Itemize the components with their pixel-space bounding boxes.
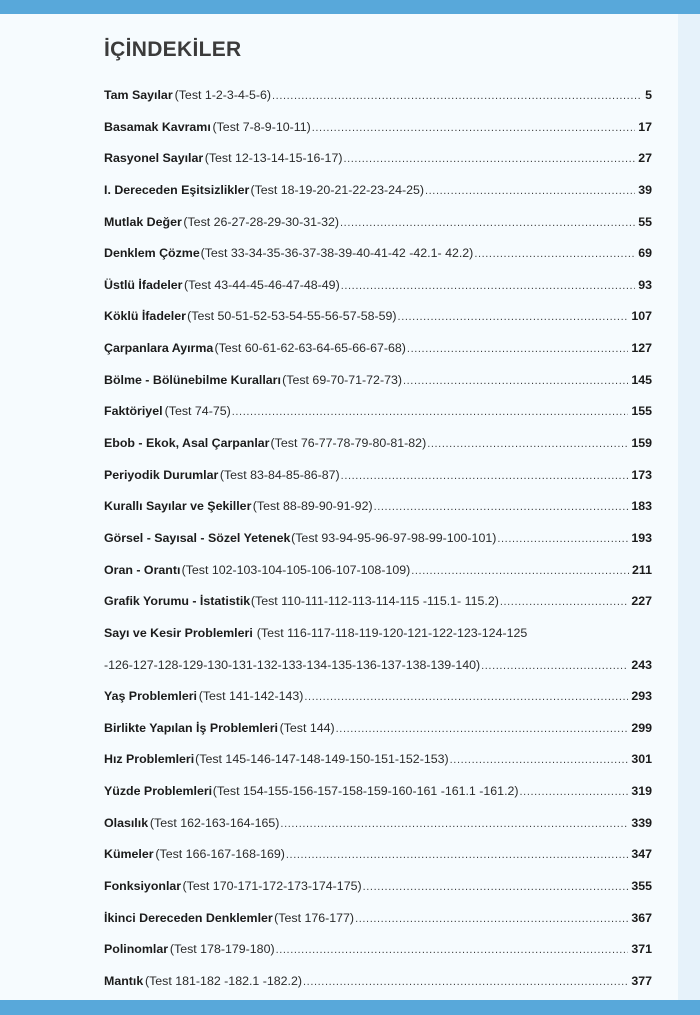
toc-page-number: 159 xyxy=(631,436,652,451)
dot-leader xyxy=(520,781,629,803)
dot-leader xyxy=(450,749,629,771)
toc-page-number: 107 xyxy=(631,309,652,324)
toc-entry-title: Çarpanlara Ayırma xyxy=(104,341,214,356)
toc-entry[interactable] xyxy=(104,622,652,654)
dot-leader xyxy=(500,591,628,613)
toc-entry-tests: (Test 43-44-45-46-47-48-49) xyxy=(184,277,340,292)
dot-leader xyxy=(272,85,642,107)
toc-entry[interactable] xyxy=(104,907,652,939)
toc-entry-tests: (Test 26-27-28-29-30-31-32) xyxy=(183,214,340,229)
toc-entry[interactable] xyxy=(104,242,652,274)
toc-entry-tests: (Test 12-13-14-15-16-17) xyxy=(204,151,343,166)
toc-entry-title: Oran - Orantı xyxy=(104,562,181,577)
toc-page-number: 347 xyxy=(631,847,652,862)
toc-entry[interactable] xyxy=(104,590,652,622)
toc-entry[interactable] xyxy=(104,812,652,844)
toc-entry-title: Basamak Kavramı xyxy=(104,119,211,134)
toc-entry[interactable] xyxy=(104,211,652,243)
toc-entry[interactable] xyxy=(104,432,652,464)
toc-entry[interactable] xyxy=(104,464,652,496)
toc-entry-title: Periyodik Durumlar xyxy=(104,467,219,482)
toc-entry[interactable] xyxy=(104,84,652,116)
toc-entry-title: Yaş Problemleri xyxy=(104,689,197,704)
dot-leader xyxy=(343,148,635,170)
toc-entry-tests: (Test 145-146-147-148-149-150-151-152-153) xyxy=(195,752,449,767)
toc-entry-tests: (Test 74-75) xyxy=(164,404,231,419)
toc-entry-title: İkinci Dereceden Denklemler xyxy=(104,910,273,925)
dot-leader xyxy=(497,528,628,550)
toc-entry-title: Polinomlar xyxy=(104,942,169,957)
toc-entry-title: Tam Sayılar xyxy=(104,88,173,102)
toc-page-number: 69 xyxy=(638,246,652,261)
right-margin-stripe xyxy=(678,14,700,1000)
toc-entry-title: Hız Problemleri xyxy=(104,752,195,767)
toc-entry-tests: (Test 176-177) xyxy=(274,910,355,925)
toc-entry-tests: (Test 162-163-164-165) xyxy=(149,815,280,830)
dot-leader xyxy=(363,876,629,898)
toc-entry-tests: (Test 1-2-3-4-5-6) xyxy=(174,88,272,102)
toc-entry-tests: (Test 33-34-35-36-37-38-39-40-41-42 -42.1- 42.2) xyxy=(200,246,474,261)
dot-leader xyxy=(425,180,635,202)
toc-entry-tests: (Test 18-19-20-21-22-23-24-25) xyxy=(250,182,424,197)
toc-entry-tests: (Test 88-89-90-91-92) xyxy=(252,499,373,514)
toc-page-number: 155 xyxy=(631,404,652,419)
toc-entry-title: Görsel - Sayısal - Sözel Yetenek xyxy=(104,530,291,545)
toc-entry-title: Yüzde Problemleri xyxy=(104,784,213,799)
toc-entry-tests: (Test 178-179-180) xyxy=(169,942,275,957)
toc-page-number: 339 xyxy=(631,815,652,830)
dot-leader xyxy=(407,338,628,360)
toc-entry-title: Fonksiyonlar xyxy=(104,879,182,894)
toc-page-number: 243 xyxy=(631,657,652,672)
dot-leader xyxy=(232,401,629,423)
toc-entry-tests-continued: -126-127-128-129-130-131-132-133-134-135-136-137-138-139-140) xyxy=(104,657,481,672)
toc-entry[interactable] xyxy=(104,147,652,179)
toc-entry-title: Mantık xyxy=(104,973,144,988)
toc-entry-title: Sayı ve Kesir Problemleri xyxy=(104,625,253,640)
dot-leader xyxy=(341,275,636,297)
toc-page-number: 299 xyxy=(631,720,652,735)
toc-page-number: 145 xyxy=(631,372,652,387)
toc-entry-title: Kurallı Sayılar ve Şekiller xyxy=(104,499,252,514)
toc-page-number: 227 xyxy=(631,594,652,609)
toc-page-number: 55 xyxy=(638,214,652,229)
dot-leader xyxy=(276,939,629,961)
toc-page-number: 173 xyxy=(631,467,652,482)
toc-entry[interactable] xyxy=(104,938,652,970)
toc-entry[interactable] xyxy=(104,179,652,211)
toc-entry-title: Rasyonel Sayılar xyxy=(104,151,204,166)
toc-entry-title: I. Dereceden Eşitsizlikler xyxy=(104,182,250,197)
toc-page-number: 183 xyxy=(631,499,652,514)
toc-entry[interactable] xyxy=(104,305,652,337)
toc-entry[interactable] xyxy=(104,369,652,401)
toc-entry-tests: (Test 102-103-104-105-106-107-108-109) xyxy=(181,562,411,577)
dot-leader xyxy=(303,971,628,993)
toc-entry-title: Köklü İfadeler xyxy=(104,309,186,324)
toc-entry[interactable] xyxy=(104,843,652,875)
toc-entry-tests: (Test 181-182 -182.1 -182.2) xyxy=(144,973,303,988)
toc-entry-title: Faktöriyel xyxy=(104,404,163,419)
toc-entry-title: Bölme - Bölünebilme Kuralları xyxy=(104,372,281,387)
toc-entry-tests: (Test 154-155-156-157-158-159-160-161 -161.1 -161.2) xyxy=(212,784,519,799)
top-accent-bar xyxy=(0,0,700,14)
dot-leader xyxy=(374,496,629,518)
toc-page-number: 371 xyxy=(631,942,652,957)
toc-page-number: 93 xyxy=(638,277,652,292)
toc-entry[interactable] xyxy=(104,400,652,432)
toc-entry-tests: (Test 69-70-71-72-73) xyxy=(282,372,402,387)
toc-entry-tests: (Test 93-94-95-96-97-98-99-100-101) xyxy=(291,530,497,545)
toc-entry-tests: (Test 116-117-118-119-120-121-122-123-124-125 xyxy=(256,625,528,640)
toc-entry-title: Olasılık xyxy=(104,815,149,830)
toc-page-number: 127 xyxy=(631,341,652,356)
dot-leader xyxy=(280,813,628,835)
toc-page-number: 5 xyxy=(645,88,652,102)
toc-entry-title: Grafik Yorumu - İstatistik xyxy=(104,594,251,609)
toc-entry[interactable] xyxy=(104,970,652,1002)
toc-entry[interactable] xyxy=(104,559,652,591)
dot-leader xyxy=(341,465,629,487)
toc-entry[interactable] xyxy=(104,685,652,717)
toc-page-number: 355 xyxy=(631,879,652,894)
toc-entry-tests: (Test 60-61-62-63-64-65-66-67-68) xyxy=(214,341,406,356)
dot-leader xyxy=(403,370,628,392)
toc-entry[interactable] xyxy=(104,274,652,306)
toc-entry-title: Denklem Çözme xyxy=(104,246,200,261)
toc-page-number: 301 xyxy=(631,752,652,767)
bottom-accent-bar xyxy=(0,1000,700,1015)
toc-page-number: 27 xyxy=(638,151,652,166)
dot-leader xyxy=(398,306,629,328)
toc-page-number: 17 xyxy=(638,119,652,134)
toc-entry-tests: (Test 110-111-112-113-114-115 -115.1- 115.2) xyxy=(250,594,499,609)
dot-leader xyxy=(336,718,629,740)
toc-entry[interactable] xyxy=(104,748,652,780)
toc-entry-tests: (Test 144) xyxy=(279,720,335,735)
toc-entry-title: Kümeler xyxy=(104,847,154,862)
toc-page-number: 39 xyxy=(638,182,652,197)
toc-entry-continuation[interactable] xyxy=(104,654,652,686)
toc-entry[interactable] xyxy=(104,495,652,527)
dot-leader xyxy=(474,243,635,265)
toc-entry-tests: (Test 166-167-168-169) xyxy=(155,847,285,862)
toc-entry[interactable] xyxy=(104,116,652,148)
toc-entry[interactable] xyxy=(104,875,652,907)
dot-leader xyxy=(312,117,635,139)
toc-page-number: 211 xyxy=(632,562,652,577)
toc-entry-title: Mutlak Değer xyxy=(104,214,182,229)
toc-entry[interactable] xyxy=(104,337,652,369)
toc-entry[interactable] xyxy=(104,717,652,749)
toc-page-number: 193 xyxy=(631,530,652,545)
toc-entry-tests: (Test 170-171-172-173-174-175) xyxy=(182,879,362,894)
dot-leader xyxy=(411,560,629,582)
dot-leader xyxy=(427,433,628,455)
toc-page-number: 319 xyxy=(631,784,652,799)
toc-page-number: 377 xyxy=(631,973,652,988)
toc-entry-tests: (Test 141-142-143) xyxy=(198,689,304,704)
toc-entry[interactable] xyxy=(104,780,652,812)
toc-entry-tests: (Test 50-51-52-53-54-55-56-57-58-59) xyxy=(187,309,397,324)
toc-entry-title: Üstlü İfadeler xyxy=(104,277,183,292)
toc-entry-tests: (Test 7-8-9-10-11) xyxy=(212,119,311,134)
table-of-contents xyxy=(104,84,652,1002)
dot-leader xyxy=(340,212,635,234)
page-title: İÇİNDEKİLER xyxy=(104,38,242,61)
toc-entry-title: Birlikte Yapılan İş Problemleri xyxy=(104,720,279,735)
toc-page-number: 293 xyxy=(631,689,652,704)
toc-entry[interactable] xyxy=(104,527,652,559)
dot-leader xyxy=(481,655,628,677)
toc-page-number: 367 xyxy=(631,910,652,925)
toc-entry-tests: (Test 83-84-85-86-87) xyxy=(219,467,340,482)
toc-entry-tests: (Test 76-77-78-79-80-81-82) xyxy=(270,436,427,451)
dot-leader xyxy=(304,686,628,708)
dot-leader xyxy=(286,844,628,866)
dot-leader xyxy=(355,908,628,930)
toc-entry-title: Ebob - Ekok, Asal Çarpanlar xyxy=(104,436,270,451)
